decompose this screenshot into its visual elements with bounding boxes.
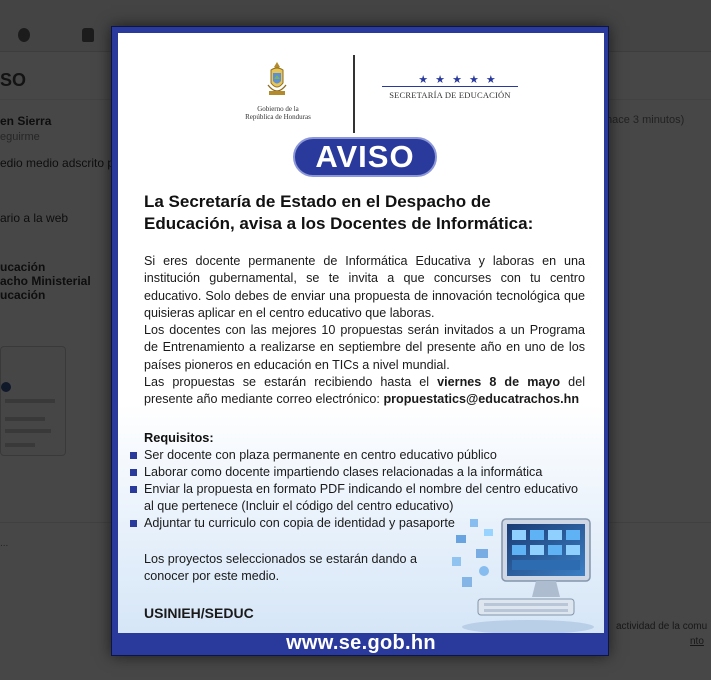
honduras-crest-icon — [266, 61, 288, 97]
requirements-title: Requisitos: — [144, 430, 214, 445]
deadline-date: viernes 8 de mayo — [437, 375, 561, 390]
poster-headline: La Secretaría de Estado en el Despacho de Educación, avisa a los Docentes de Informática: — [144, 192, 534, 233]
image-lightbox — [111, 26, 609, 656]
government-name: Gobierno de la República de Honduras — [245, 105, 311, 121]
bullet-square-icon — [130, 452, 137, 459]
body-paragraph: Los docentes con las mejores 10 propuestas serán invitados a un Programa de Entrenamiento a realizarse en septiembre del presente año en uno de los países pioneros en educación en TICs a nivel mundial. — [144, 323, 585, 372]
signature: USINIEH/SEDUC — [144, 605, 254, 621]
body-paragraph: Si eres docente permanente de Informática Educativa y laboras en una institución gubernamental, se te invita a que concurses con tu centro educativo. Solo debes de enviar una propuesta de innovación tecnológica que quisieras aplicar en el centro educativo que laboras. — [144, 254, 585, 320]
list-item: Adjuntar tu curriculo con copia de identidad y pasaporte — [130, 515, 588, 532]
contact-email: propuestatics@educatrachos.hn — [383, 392, 580, 407]
announcement-poster — [118, 33, 604, 633]
bullet-square-icon — [130, 486, 137, 493]
website-link: www.se.gob.hn — [286, 631, 436, 654]
closing-text: Los proyectos seleccionados se estarán dando a conocer por este medio. — [144, 552, 418, 583]
list-item: Ser docente con plaza permanente en centro educativo público — [130, 447, 588, 464]
bullet-square-icon — [130, 469, 137, 476]
poster-body — [144, 253, 585, 409]
computer-illustration-icon — [448, 505, 598, 633]
ministry-rule — [382, 86, 518, 87]
aviso-badge: AVISO — [293, 137, 437, 177]
body-paragraph: Las propuestas se estarán recibiendo hasta el viernes 8 de mayo del presente año mediante correo electrónico: propuestatics@educatrachos.hn — [144, 375, 585, 407]
bullet-square-icon — [130, 520, 137, 527]
ministry-name: SECRETARÍA DE EDUCACIÓN — [389, 90, 511, 100]
list-item: Enviar la propuesta en formato PDF indicando el nombre del centro educativo al que pertenece (Incluir el código del centro educativo) — [130, 481, 588, 515]
header-divider — [353, 55, 355, 133]
stars-icon: ★ ★ ★ ★ ★ — [418, 74, 498, 86]
list-item: Laborar como docente impartiendo clases relacionadas a la informática — [130, 464, 588, 481]
